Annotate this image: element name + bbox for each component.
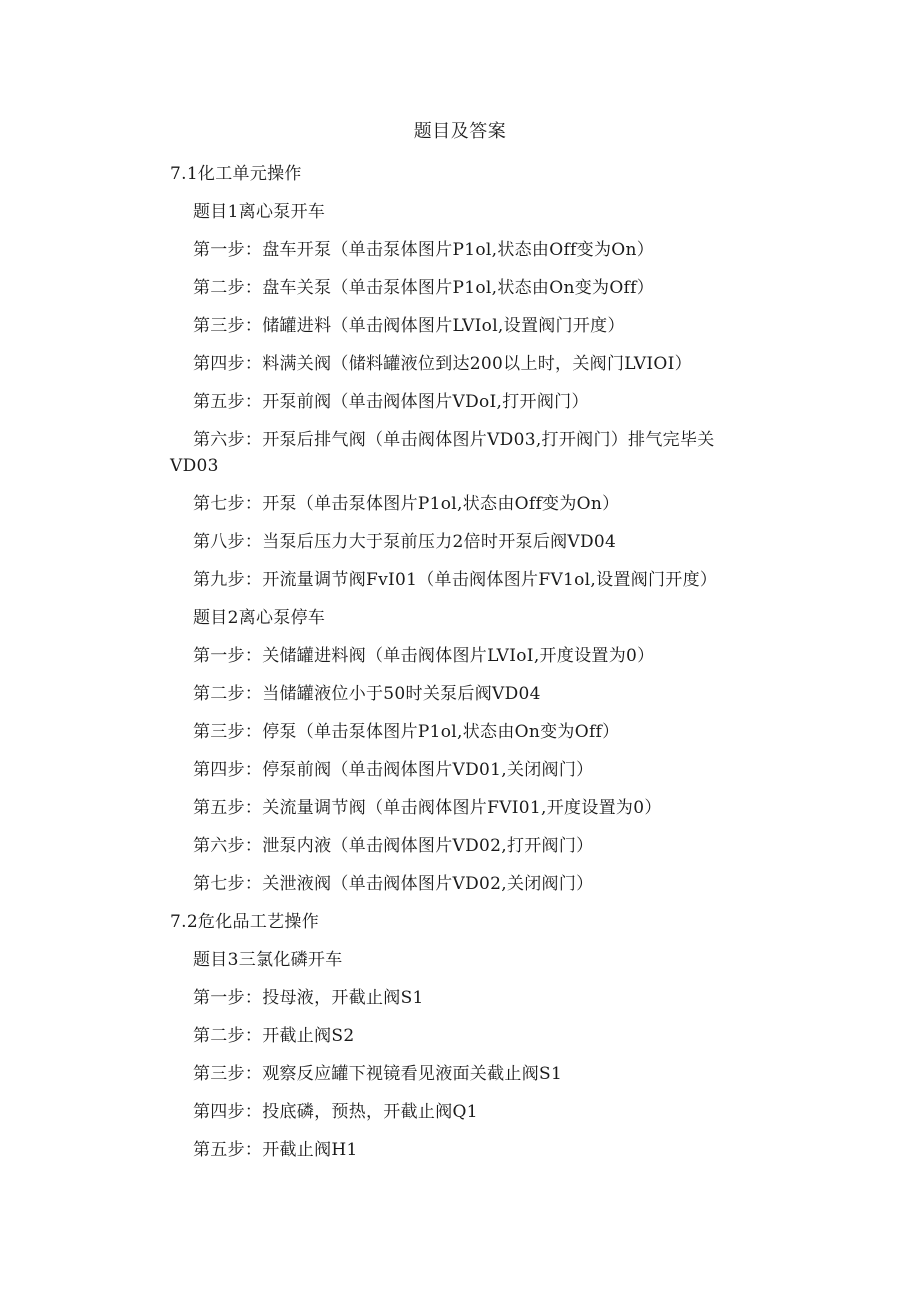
step-line: 第五步：关流量调节阀（单击阀体图片FVI01,开度设置为0） — [193, 798, 662, 818]
step-line: 第六步：开泵后排气阀（单击阀体图片VD03,打开阀门）排气完毕关 — [193, 430, 715, 450]
step-line: 第二步：盘车关泵（单击泵体图片P1ol,状态由On变为Off） — [193, 278, 655, 298]
step-line: 第二步：当储罐液位小于50时关泵后阀VD04 — [193, 684, 541, 704]
topic-heading-3: 题目3三氯化磷开车 — [193, 950, 343, 970]
step-line: 第三步：观察反应罐下视镜看见液面关截止阀S1 — [193, 1064, 563, 1084]
step-line: 第一步：关储罐进料阀（单击阀体图片LVIoI,开度设置为0） — [193, 646, 655, 666]
document-body — [170, 155, 760, 1169]
section-heading-7-1: 7.1化工单元操作 — [170, 164, 302, 184]
step-line: 第七步：开泵（单击泵体图片P1ol,状态由Off变为On） — [193, 494, 620, 514]
step-line: 第一步：投母液，开截止阀S1 — [193, 988, 424, 1008]
section-heading-7-2: 7.2危化品工艺操作 — [170, 912, 320, 932]
step-line: 第三步：停泵（单击泵体图片P1ol,状态由On变为Off） — [193, 722, 620, 742]
step-line: 第八步：当泵后压力大于泵前压力2倍时开泵后阀VD04 — [193, 532, 617, 552]
page-title: 题目及答案 — [413, 121, 507, 142]
step-line-continuation: VD03 — [170, 456, 219, 476]
step-line: 第四步：停泵前阀（单击阀体图片VD01,关闭阀门） — [193, 760, 594, 780]
step-line: 第三步：储罐进料（单击阀体图片LVIol,设置阀门开度） — [193, 316, 625, 336]
step-line: 第六步：泄泵内液（单击阀体图片VD02,打开阀门） — [193, 836, 594, 856]
step-line: 第二步：开截止阀S2 — [193, 1026, 355, 1046]
topic-heading-1: 题目1离心泵开车 — [193, 202, 326, 222]
step-line: 第四步：投底磷，预热，开截止阀Q1 — [193, 1102, 478, 1122]
step-line: 第四步：料满关阀（储料罐液位到达200以上时，关阀门LVIOI） — [193, 354, 692, 374]
topic-heading-2: 题目2离心泵停车 — [193, 608, 326, 628]
step-line: 第五步：开截止阀H1 — [193, 1140, 358, 1160]
step-line: 第九步：开流量调节阀FvI01（单击阀体图片FV1ol,设置阀门开度） — [193, 570, 718, 590]
step-line: 第七步：关泄液阀（单击阀体图片VD02,关闭阀门） — [193, 874, 594, 894]
step-line: 第五步：开泵前阀（单击阀体图片VDoI,打开阀门） — [193, 392, 589, 412]
step-line: 第一步：盘车开泵（单击泵体图片P1ol,状态由Off变为On） — [193, 240, 655, 260]
